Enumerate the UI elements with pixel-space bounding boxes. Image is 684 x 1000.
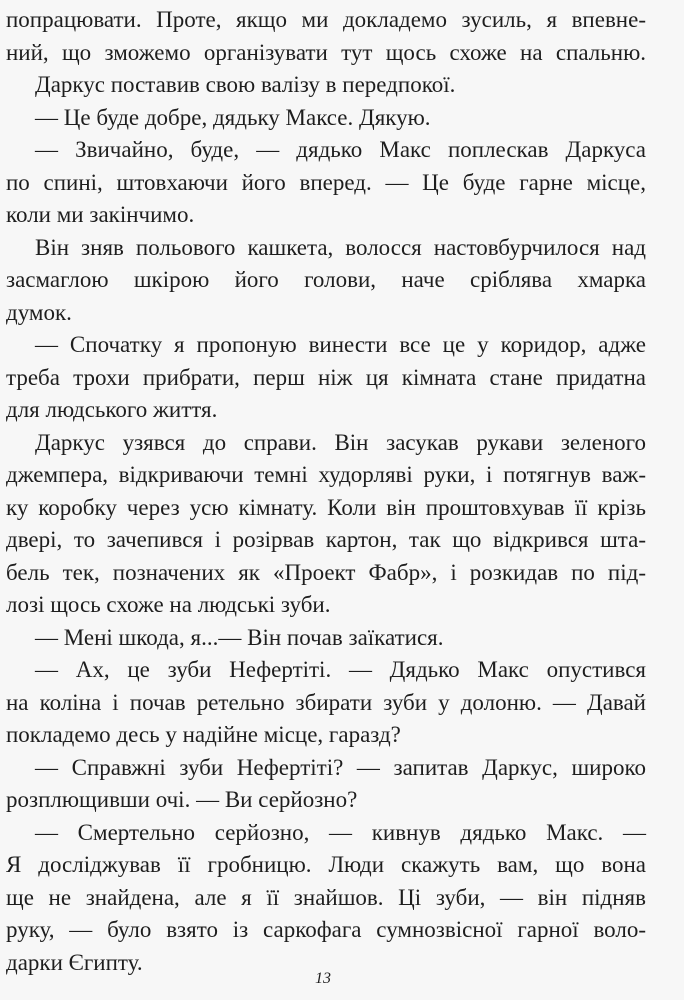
text-line: — Ах, це зуби Нефертіті. — Дядько Макс опустився <box>35 657 646 682</box>
text-line: — Справжні зуби Нефертіті? — запитав Даркус, широко <box>35 754 646 780</box>
text-line: — Звичайно, буде, — дядько Макс поплескав Даркуса <box>35 137 646 162</box>
text-line: двері, то зачепився і розірвав картон, так що відкрився шта- <box>6 527 646 552</box>
text-line: попрацювати. Проте, якщо ми докладемо зусиль, я впевне- <box>6 7 646 32</box>
text-line: Даркус поставив свою валізу в передпокої. <box>35 72 456 97</box>
text-line: Даркус узявся до справи. Він засукав рукави зеленого <box>35 429 646 455</box>
text-line: для людського життя. <box>6 397 218 422</box>
text-line: — Мені шкода, я...— Він почав заїкатися. <box>35 624 444 650</box>
text-line: — Спочатку я пропоную винести все це у коридор, адже <box>35 332 646 357</box>
text-line: по спині, штовхаючи його вперед. — Це буде гарне місце, <box>6 169 646 195</box>
text-line: руку, — було взято із саркофага сумнозвісної гарної воло- <box>6 917 646 942</box>
text-line: ку коробку через усю кімнату. Коли він проштовхував її крізь <box>6 494 646 520</box>
text-line: покладемо десь у надійне місце, гаразд? <box>6 722 401 747</box>
text-line: треба трохи прибрати, перш ніж ця кімната стане придатна <box>6 364 646 390</box>
text-line: дарки Єгипту. <box>6 949 143 975</box>
text-line: засмаглою шкірою його голови, наче сріблява хмарка <box>6 267 646 292</box>
book-page-body <box>6 4 646 979</box>
page-number: 13 <box>315 970 331 987</box>
text-line: — Смертельно серйозно, — кивнув дядько Макс. — <box>35 819 646 845</box>
text-line: джемпера, відкриваючи темні худорляві руки, і потягнув важ- <box>6 462 646 487</box>
text-line: думок. <box>6 299 72 325</box>
text-line: коли ми закінчимо. <box>6 202 195 227</box>
text-line: ще не знайдена, але я її знайшов. Ці зуби, — він підняв <box>6 884 646 910</box>
text-line: бель тек, позначених як «Проект Фабр», і розкидав по під- <box>6 559 646 585</box>
text-line: розплющивши очі. — Ви серйозно? <box>6 787 358 812</box>
text-line: — Це буде добре, дядьку Максе. Дякую. <box>35 104 431 130</box>
text-line: Я досліджував її гробницю. Люди скажуть вам, що вона <box>6 852 646 877</box>
text-line: Він зняв польового кашкета, волосся настовбурчилося над <box>35 234 646 260</box>
text-line: ний, що зможемо організувати тут щось схоже на спальню. <box>6 39 646 65</box>
text-line: лозі щось схоже на людські зуби. <box>6 592 331 617</box>
text-line: на коліна і почав ретельно збирати зуби у долоню. — Давай <box>6 689 646 715</box>
